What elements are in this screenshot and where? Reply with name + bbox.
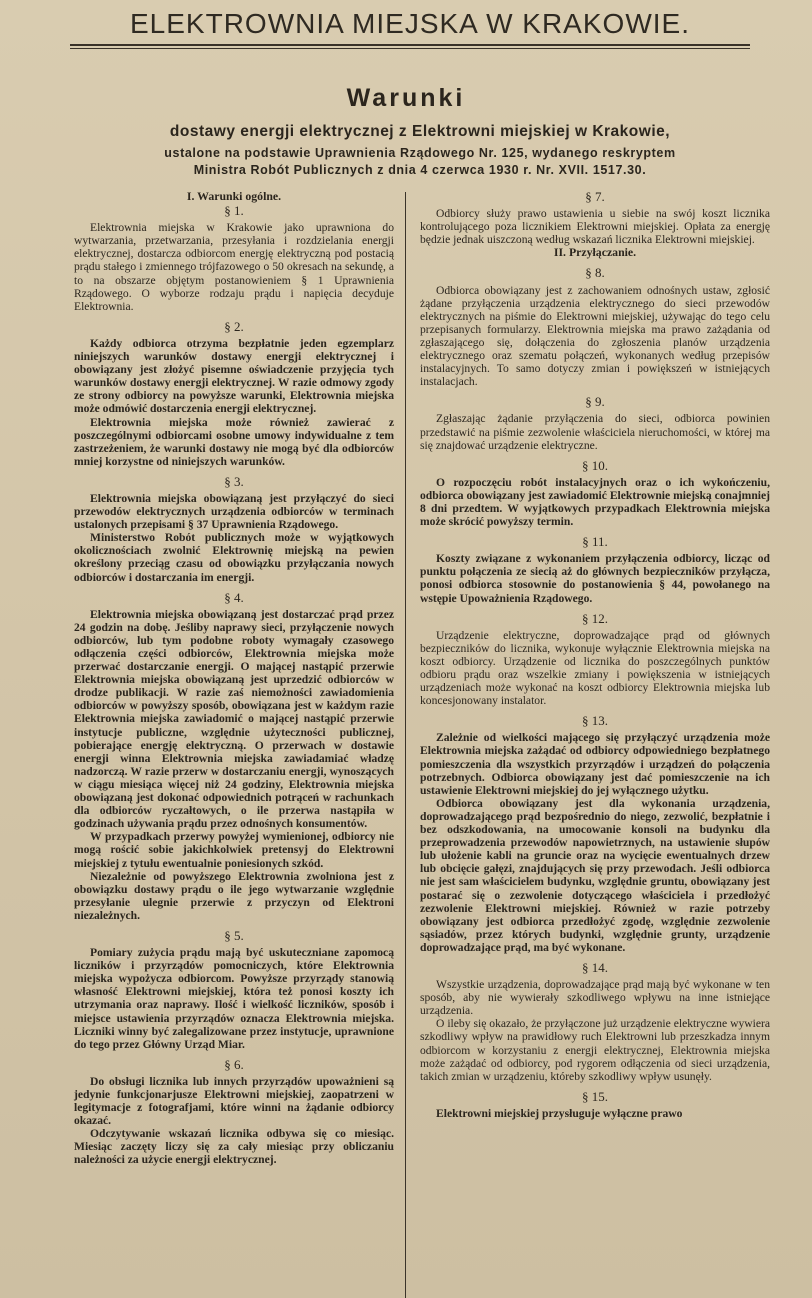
section-number: § 11. bbox=[582, 534, 608, 550]
paragraph: O ileby się okazało, że przyłączone już urządzenie elektryczne wywiera szkodliwy wpływ na prawidłowy ruch Elektrowni lub przeszkadza innym odbiorcom w korzystaniu z energji elektrycznej, Elektrownia miejska może zażądać od odbiorcy, pod rygorem odłączenia od sieci urządzenia, takich zmian w urządzeniu, któreby szkodliwy wpływ usunęły. bbox=[420, 1017, 770, 1083]
paragraph: Urządzenie elektryczne, doprowadzające prąd od głównych bezpieczników do licznika, wykonuje wyłącznie Elektrownia miejska na koszt odbiorcy. Urządzenie od licznika do poszczególnych punktów odbioru prądu oraz wszelkie zmiany i powiększenia w istniejących urządzeniach może wykonać na koszt odbiorcy Elektrownia miejska lub koncesjonowany instalator. bbox=[420, 628, 770, 708]
section-number: § 8. bbox=[585, 265, 605, 281]
section-number: § 7. bbox=[585, 189, 605, 204]
paragraph: Odbiorcy służy prawo ustawienia u siebie na swój koszt licznika kontrolującego poza licznikiem Elektrowni miejskiej. Opłata za energję będzie jednak uiszczoną według wskazań licznika Elektrowni miejskiej. bbox=[420, 207, 770, 247]
section-number: § 6. bbox=[224, 1056, 244, 1072]
paragraph: Odbiorca obowiązany jest z zachowaniem odnośnych ustaw, zgłosić żądane przyłączenia urządzenia elektrycznego do sieci przewodów elektrycznych na piśmie do Elektrowni miejskiej, używając do tego celu przepisanych formularzy. Elektrownia miejska ma prawo zażądania od zgłaszającego się, dołączenia do zgłoszenia planów urządzenia elektrycznego oraz szematu połączeń, wykonanych według przepisów instalacyjnych. To samo dotyczy zmian i powiększeń w istniejących instalacjach. bbox=[420, 283, 770, 389]
document-subtitle-3: Ministra Robót Publicznych z dnia 4 czerwca 1930 r. Nr. XVII. 1517.30. bbox=[193, 163, 647, 177]
left-column bbox=[74, 190, 394, 1167]
paragraph: Odbiorca obowiązany jest dla wykonania urządzenia, doprowadzającego prąd bezpośrednio do niego, zezwolić, bezpłatnie i bez odszkodowania, na umocowanie konsoli na budynku dla przeprowadzenia przewodów napowietrznych, na ustawienie słupów lub ułożenie kabli na gruncie oraz na wycięcie ewentualnych drzew lub obcięcie gałęzi, znajdujących się przy przewodach. Jeśli odbiorca nie jest sam właścicielem budynku, względnie gruntu, obowiązany jest postarać się o zezwolenie dotyczącego właściciela i przedłożyć zezwolenie Elektrowni miejskiej. Również w razie potrzeby obowiązany jest odbiorca przedłożyć zgodę, względnie zezwolenie sąsiadów, przez których budynki, względnie grunty, urządzenie doprowadzające prąd, ma być wykonane. bbox=[420, 796, 770, 954]
section-number: § 10. bbox=[582, 457, 608, 473]
section-number: § 13. bbox=[582, 713, 608, 729]
masthead-rule bbox=[70, 44, 750, 46]
section-number: § 9. bbox=[585, 394, 605, 410]
section-number: § 12. bbox=[582, 610, 608, 626]
paragraph: Zgłaszając żądanie przyłączenia do sieci, odbiorca powinien przedstawić na piśmie zezwolenie właściciela nieruchomości, w której ma się znajdować urządzenie elektryczne. bbox=[420, 412, 770, 452]
paragraph: Zależnie od wielkości mającego się przyłączyć urządzenia może Elektrownia miejska zażądać od odbiorcy odpowiedniego bezpłatnego pomieszczenia dla wszystkich przyrządów i urządzeń do połączenia potrzebnych. Odbiorca obowiązany jest dać pomieszczenie na ich ustawienie Elektrowni miejskiej do jej wyłącznego użytku. bbox=[420, 731, 770, 797]
right-column bbox=[420, 190, 770, 1120]
section-number: § 4. bbox=[224, 589, 244, 605]
section-number: § 3. bbox=[224, 473, 244, 489]
section-number: § 1. bbox=[224, 203, 244, 219]
paragraph: Elektrownia miejska w Krakowie jako uprawniona do wytwarzania, przetwarzania, przesyłania i rozdzielania energji elektrycznej, dostarcza odbiorcom energję elektryczną pod postacią prądu stałego i zmiennego trójfazowego o 50 okresach na sekundę, a to na obszarze objętym postanowieniem § 1 Uprawnienia Rządowego. O wyborze rodzaju prądu i napięcia decyduje Elektrownia. bbox=[74, 221, 394, 313]
paragraph: Niezależnie od powyższego Elektrownia zwolniona jest z obowiązku dostawy prądu o ile jego wytwarzanie względnie przesyłanie ulegnie przerwie z przyczyn od Elektroni niezależnych. bbox=[74, 869, 394, 922]
paragraph: W przypadkach przerwy powyżej wymienionej, odbiorcy nie mogą rościć sobie jakichkolwiek pretensyj do Elektrowni miejskiej z tytułu ewentualnie poniesionych szkód. bbox=[74, 830, 394, 870]
paragraph: Elektrownia miejska obowiązaną jest dostarczać prąd przez 24 godzin na dobę. Jeśliby naprawy sieci, przyłączenie nowych odbiorców, lub tym podobne roboty wymagały czasowego odłączenia części odbiorców, Elektrownia miejska może przerwać dostarczanie energji. O mającej nastąpić przerwie Elektrownia miejska obowiązaną jest uprzedzić odbiorców w drodze publikacji. W razie zaś niemożności zawiadomienia odbiorców w powyższy sposób, obowiązana jest w każdym razie Elektrownia miejska zawiadomić o mającej nastąpić przerwie instytucje publiczne, względnie użyteczności publicznej, pobierające energję elektryczną. O przerwach w dostawie energji winna Elektrownia miejska zawiadamiać władzę nadzorczą. W razie przerw w dostarczaniu energji, wynoszących w ciągu miesiąca więcej niż 24 godziny, Elektrownia miejska obowiązaną jest dokonać odpowiednich potrąceń w rachunkach dla odbiorców ryczałtowych, o ile przerwa nastąpiła w godzinach używania prądu przez odnośnych konsumentów. bbox=[74, 607, 394, 831]
document-subtitle: dostawy energji elektrycznej z Elektrowni miejskiej w Krakowie, bbox=[169, 123, 671, 140]
paragraph: Elektrownia miejska może również zawierać z poszczególnymi odbiorcami osobne umowy indywidualne z tem zastrzeżeniem, że warunki dostawy nie mogą być dla odbiorców mniej korzystne od niniejszych warunków. bbox=[74, 415, 394, 468]
paragraph: Elektrownia miejska obowiązaną jest przyłączyć do sieci przewodów elektrycznych urządzenia odbiorców w terminach ustalonych przepisami § 37 Uprawnienia Rządowego. bbox=[74, 491, 394, 532]
paragraph: O rozpoczęciu robót instalacyjnych oraz o ich wykończeniu, odbiorca obowiązany jest zawiadomić Elektrownie miejską conajmniej 8 dni przedtem. W wyjątkowych przypadkach Elektrownia miejska może skrócić powyższy termin. bbox=[420, 475, 770, 529]
paragraph: Pomiary zużycia prądu mają być uskuteczniane zapomocą liczników i przyrządów pomocniczych, które Elektrownia miejska wypożycza odbiorcom. Powyższe przyrządy stanowią własność Elektrowni miejskiej, która też ponosi koszty ich utrzymania oraz naprawy. Ilość i wielkość liczników, sposób i miejsce ustawienia przyrządów oznacza Elektrownia miejska. Liczniki winny być zalegalizowane przez instytucje, uprawnione do tego przez Główny Urząd Miar. bbox=[74, 946, 394, 1051]
paragraph: Elektrowni miejskiej przysługuje wyłączne prawo bbox=[436, 1106, 683, 1120]
chapter-heading: I. Warunki ogólne. bbox=[186, 189, 282, 203]
paragraph: Każdy odbiorca otrzyma bezpłatnie jeden egzemplarz niniejszych warunków dostawy energji elektrycznej i obowiązany jest złożyć pisemne oświadczenie przyjęcia tych warunków dostawy energji elektrycznej. W razie odmowy zgody ze strony odbiorcy na powyższe warunki, Elektrownia miejska może odmówić dostarczenia energji elektrycznej. bbox=[74, 336, 394, 416]
section-number: § 15. bbox=[582, 1088, 608, 1104]
chapter-heading: II. Przyłączanie. bbox=[553, 245, 637, 260]
paragraph: Odczytywanie wskazań licznika odbywa się co miesiąc. Miesiąc zaczęty liczy się za cały miesiąc przy obliczaniu należności za użycie energji elektrycznej. bbox=[74, 1127, 394, 1167]
paragraph: Wszystkie urządzenia, doprowadzające prąd mają być wykonane w ten sposób, aby nie wywierały szkodliwego wpływu na inne istniejące urządzenia. bbox=[420, 978, 770, 1018]
masthead: ELEKTROWNIA MIEJSKA W KRAKOWIE. bbox=[130, 8, 690, 39]
paragraph: Ministerstwo Robót publicznych może w wyjątkowych okolicznościach zwolnić Elektrownię miejską na pewien określony przeciąg czasu od obowiązku przyłączania nowych odbiorców i dostarczania im energji. bbox=[74, 531, 394, 584]
document-subtitle-2: ustalone na podstawie Uprawnienia Rządowego Nr. 125, wydanego reskryptem bbox=[164, 146, 676, 160]
section-number: § 2. bbox=[224, 318, 244, 334]
column-divider bbox=[405, 192, 406, 1298]
section-number: § 5. bbox=[224, 927, 244, 943]
masthead-rule-thin bbox=[70, 48, 750, 49]
paragraph: Koszty związane z wykonaniem przyłączenia odbiorcy, licząc od punktu połączenia ze siecią aż do głównych bezpieczników przyłącza, ponosi odbiorca stosownie do postanowienia § 44, powołanego na wstępie Upoważnienia Rządowego. bbox=[420, 552, 770, 605]
section-number: § 14. bbox=[582, 959, 608, 975]
document-title: Warunki bbox=[346, 84, 466, 112]
paragraph: Do obsługi licznika lub innych przyrządów upoważnieni są jedynie funkcjonarjusze Elektrowni miejskiej, zaopatrzeni w legitymacje z fotografjami, które winni na żądanie odbiorcy okazać. bbox=[74, 1074, 394, 1128]
